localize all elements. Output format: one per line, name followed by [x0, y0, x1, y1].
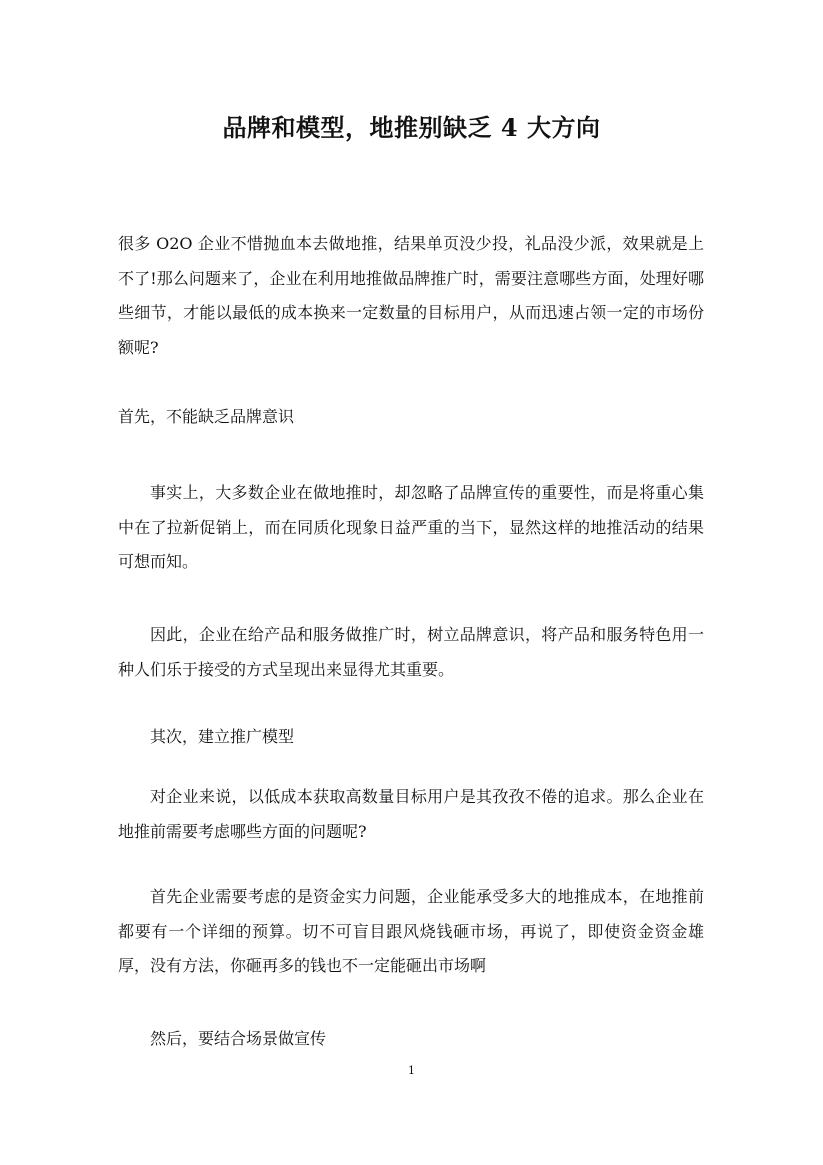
section-heading-scene: 然后，要结合场景做宣传	[150, 1029, 327, 1048]
page-number: 1	[408, 1064, 415, 1077]
paragraph-intro: 很多 O2O 企业不惜抛血本去做地推，结果单页没少投，礼品没少派，效果就是上不了!那么问题来了，企业在利用地推做品牌推广时，需要注意哪些方面，处理好哪些细节，才能以最低的成本换来一定数量的目标用户，从而迅速占领一定的市场份额呢?	[118, 234, 704, 357]
paragraph-brand-fact: 事实上，大多数企业在做地推时，却忽略了品牌宣传的重要性，而是将重心集中在了拉新促销上，而在同质化现象日益严重的当下，显然这样的地推活动的结果可想而知。	[118, 483, 704, 571]
paragraph-brand-therefore: 因此，企业在给产品和服务做推广时，树立品牌意识，将产品和服务特色用一种人们乐于接受的方式呈现出来显得尤其重要。	[118, 625, 704, 679]
section-heading-model: 其次，建立推广模型	[150, 727, 295, 746]
document-title: 品牌和模型，地推别缺乏 4 大方向	[222, 113, 601, 142]
section-heading-brand: 首先，不能缺乏品牌意识	[118, 407, 295, 426]
paragraph-model-budget: 首先企业需要考虑的是资金实力问题，企业能承受多大的地推成本，在地推前都要有一个详细的预算。切不可盲目跟风烧钱砸市场，再说了，即使资金资金雄厚，没有方法，你砸再多的钱也不一定能砸出市场啊	[118, 887, 704, 975]
paragraph-model-intro: 对企业来说，以低成本获取高数量目标用户是其孜孜不倦的追求。那么企业在地推前需要考虑哪些方面的问题呢?	[118, 787, 704, 841]
